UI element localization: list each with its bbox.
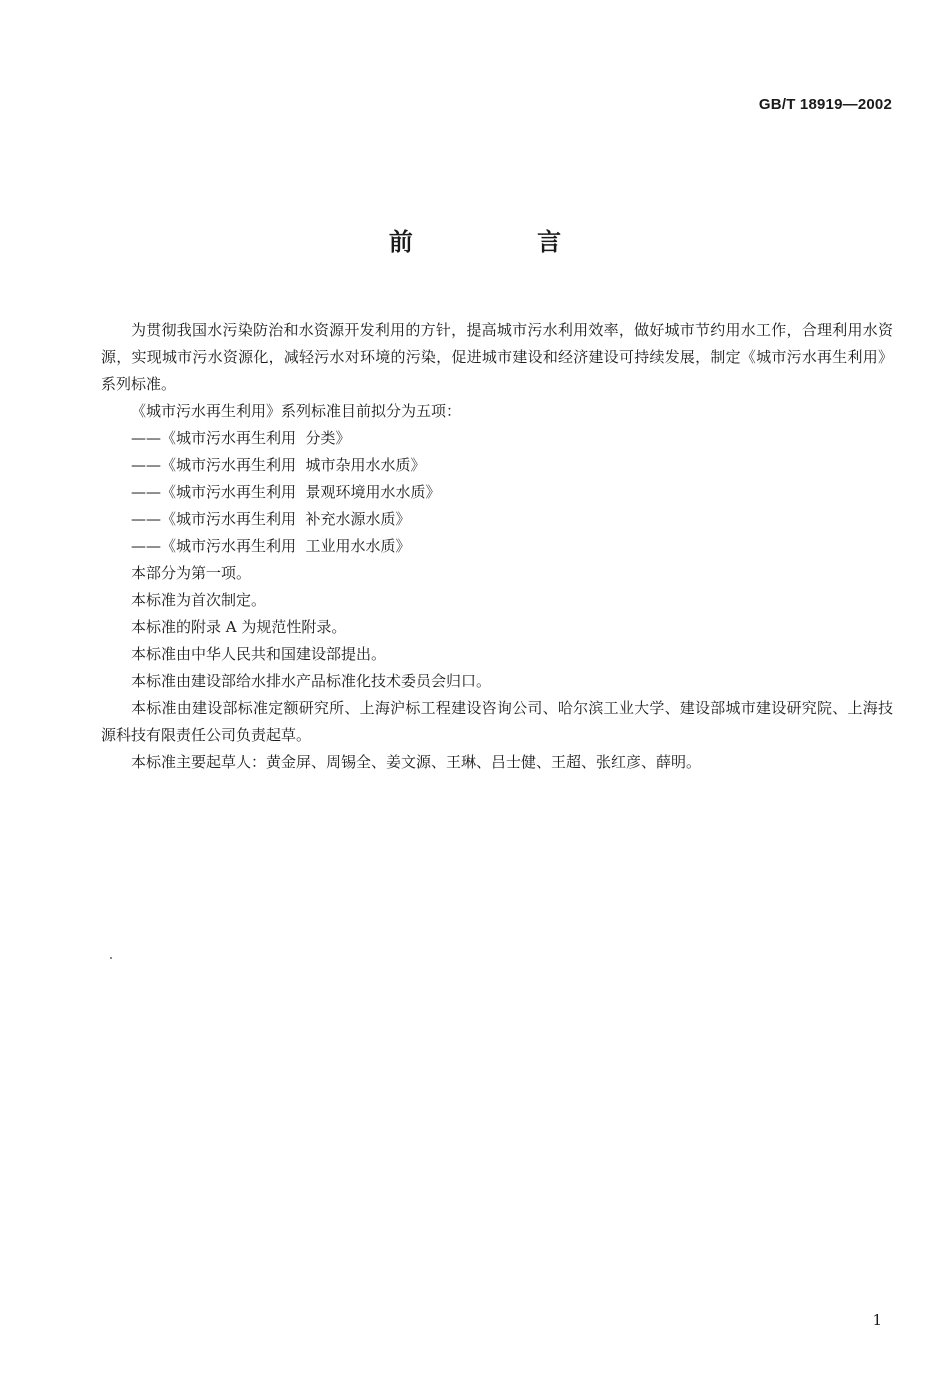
list-item: ——《城市污水再生利用 工业用水水质》 (131, 537, 411, 555)
list-item: ——《城市污水再生利用 分类》 (131, 429, 351, 447)
paragraph-drafters: 本标准主要起草人：黄金屏、周锡全、姜文源、王琳、吕士健、王超、张红彦、薛明。 (131, 753, 702, 771)
foreword-body (101, 317, 893, 776)
paragraph-purpose: 为贯彻我国水污染防治和水资源开发利用的方针，提高城市污水利用效率，做好城市节约用水工作，合理利用水资源，实现城市污水资源化，减轻污水对环境的污染，促进城市建设和经济建设可持续发展，制定《城市污水再生利用》系列标准。 (101, 321, 893, 393)
paragraph-first-edition: 本标准为首次制定。 (131, 591, 267, 609)
page-number: 1 (872, 1311, 882, 1329)
scan-speck (110, 957, 112, 959)
list-item: ——《城市污水再生利用 补充水源水质》 (131, 510, 411, 528)
paragraph-centralized-by: 本标准由建设部给水排水产品标准化技术委员会归口。 (131, 672, 492, 690)
paragraph-annex: 本标准的附录 A 为规范性附录。 (131, 618, 347, 636)
paragraph-drafting-orgs: 本标准由建设部标准定额研究所、上海沪标工程建设咨询公司、哈尔滨工业大学、建设部城市建设研究院、上海技源科技有限责任公司负责起草。 (101, 699, 893, 744)
standard-number: GB/T 18919—2002 (758, 96, 892, 113)
paragraph-proposed-by: 本标准由中华人民共和国建设部提出。 (131, 645, 387, 663)
paragraph-part: 本部分为第一项。 (131, 564, 252, 582)
page-title: 前 言 (388, 228, 620, 256)
paragraph-series-intro: 《城市污水再生利用》系列标准目前拟分为五项： (131, 402, 462, 420)
list-item: ——《城市污水再生利用 景观环境用水水质》 (131, 483, 441, 501)
list-item: ——《城市污水再生利用 城市杂用水水质》 (131, 456, 426, 474)
